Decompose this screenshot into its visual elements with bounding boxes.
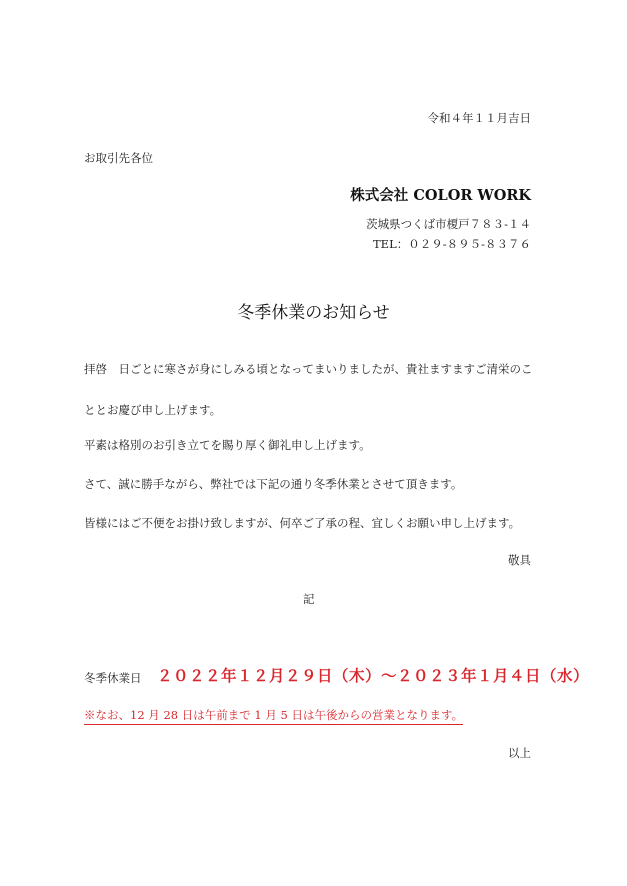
body-line: さて、誠に勝手ながら、弊社では下記の通り冬季休業とさせて頂きます。 <box>84 477 463 491</box>
holiday-note: ※なお、12 月 28 日は午前まで 1 月 5 日は午後からの営業となります。 <box>84 707 463 725</box>
body-line: 平素は格別のお引き立てを賜り厚く御礼申し上げます。 <box>84 438 371 452</box>
company-tel: TEL：０２９-８９５-８３７６ <box>373 237 531 251</box>
recipient: お取引先各位 <box>84 151 153 165</box>
page-title: 冬季休業のお知らせ <box>237 303 390 323</box>
closing-keigu: 敬具 <box>508 553 531 567</box>
body-line: 皆様にはご不便をお掛け致しますが、何卒ご了承の程、宜しくお願い申し上げます。 <box>84 516 521 530</box>
holiday-dates: ２０２２年１２月２９日（木）～２０２３年１月４日（水） <box>157 666 590 685</box>
body-line: ととお慶び申し上げます。 <box>84 403 222 417</box>
body-line: 拝啓 日ごとに寒さが身にしみる頃となってまいりましたが、貴社ますますご清栄のこ <box>84 362 533 376</box>
company-address: 茨城県つくば市榎戸７８３-１４ <box>366 217 531 231</box>
ki-heading: 記 <box>303 592 315 606</box>
end-mark: 以上 <box>508 746 531 760</box>
issue-date: 令和４年１１月吉日 <box>427 111 531 125</box>
company-name: 株式会社 COLOR WORK <box>350 187 531 204</box>
holiday-label: 冬季休業日 <box>84 671 142 685</box>
